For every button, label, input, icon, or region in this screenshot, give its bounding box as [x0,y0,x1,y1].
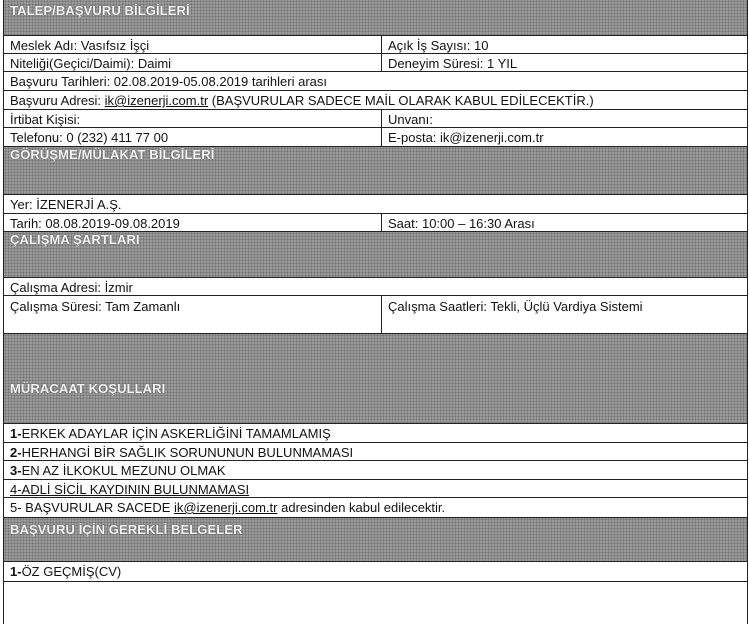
section-header-gorusme [4,147,747,195]
kosul-3 [4,461,747,479]
section-header-muracaat [4,334,747,424]
kosul-1 [4,424,747,442]
unvani: Unvanı: [381,110,747,127]
basvuru-adresi [4,91,747,109]
section-header-calisma [4,232,747,278]
table-row [4,128,747,147]
basvuru-adresi-label: Başvuru Adresi: [10,93,105,108]
telefonu: Telefonu: 0 (232) 411 77 00 [10,130,169,145]
kosul-text: ERKEK ADAYLAR İÇİN ASKERLİĞİNİ TAMAMLAMIŞ [21,426,331,441]
table-row [4,54,747,72]
table-row [4,91,747,110]
table-row [4,110,747,128]
kosul-email-link[interactable]: ik@izenerji.com.tr [174,500,278,515]
list-item [4,443,747,461]
table-row [4,214,747,232]
e-posta: E-posta: ik@izenerji.com.tr [381,128,747,146]
kosul-number: 3- [10,463,22,478]
empty-row [4,582,747,624]
section-header-belgeler [4,518,747,562]
kosul-text: 4-ADLİ SİCİL KAYDININ BULUNMAMASI [10,482,250,497]
kosul-number: 1- [10,426,22,441]
application-form [3,0,748,624]
basvuru-email-link[interactable]: ik@izenerji.com.tr [104,93,209,108]
section-title: MÜRACAAT KOŞULLARI [10,381,166,396]
section-header-talep [4,0,747,36]
belge-text: ÖZ GEÇMİŞ(CV) [21,564,122,579]
table-row [4,296,747,334]
list-item [4,480,747,498]
list-item [4,498,747,518]
list-item [4,562,747,582]
list-item [4,461,747,480]
calisma-suresi: Çalışma Süresi: Tam Zamanlı [10,299,181,314]
calisma-adresi: Çalışma Adresi: İzmir [10,280,133,295]
section-title: BAŞVURU İÇİN GEREKLİ BELGELER [10,522,243,537]
kosul-4 [4,480,747,497]
basvuru-adresi-note: (BAŞVURULAR SADECE MAİL OLARAK KABUL EDİLECEKTİR.) [208,93,594,108]
niteligi: Niteliği(Geçici/Daimi): Daimi [10,56,172,71]
section-title: GÖRÜŞME/MÜLAKAT BİLGİLERİ [10,147,215,162]
table-row [4,72,747,91]
meslek-adi: Meslek Adı: Vasıfsız İşçi [10,38,150,53]
basvuru-tarihleri: Başvuru Tarihleri: 02.08.2019-05.08.2019 tarihleri arası [10,74,328,89]
gorusme-yer: Yer: İZENERJİ A.Ş. [10,197,122,212]
table-row [4,278,747,296]
kosul-text-post: adresinden kabul edilecektir. [277,500,446,515]
gorusme-tarih: Tarih: 08.08.2019-09.08.2019 [10,216,180,231]
kosul-5 [4,498,747,517]
kosul-2 [4,443,747,460]
table-row [4,36,747,54]
acik-is-sayisi: Açık İş Sayısı: 10 [381,36,747,53]
gorusme-saat: Saat: 10:00 – 16:30 Arası [381,214,747,231]
irtibat-kisisi: İrtibat Kişisi: [10,112,81,127]
kosul-text: HERHANGİ BİR SAĞLIK SORUNUNUN BULUNMAMASI [21,445,354,460]
table-row [4,195,747,214]
section-title: ÇALIŞMA ŞARTLARI [10,232,140,247]
calisma-saatleri: Çalışma Saatleri: Tekli, Üçlü Vardiya Sistemi [381,296,747,333]
section-title: TALEP/BAŞVURU BİLGİLERİ [10,3,190,18]
kosul-number: 2- [10,445,22,460]
kosul-text: EN AZ İLKOKUL MEZUNU OLMAK [21,463,226,478]
deneyim-suresi: Deneyim Süresi: 1 YIL [381,54,747,71]
belge-1 [4,562,747,581]
kosul-text-pre: 5- BAŞVURULAR SACEDE [10,500,174,515]
belge-number: 1- [10,564,22,579]
list-item [4,424,747,443]
